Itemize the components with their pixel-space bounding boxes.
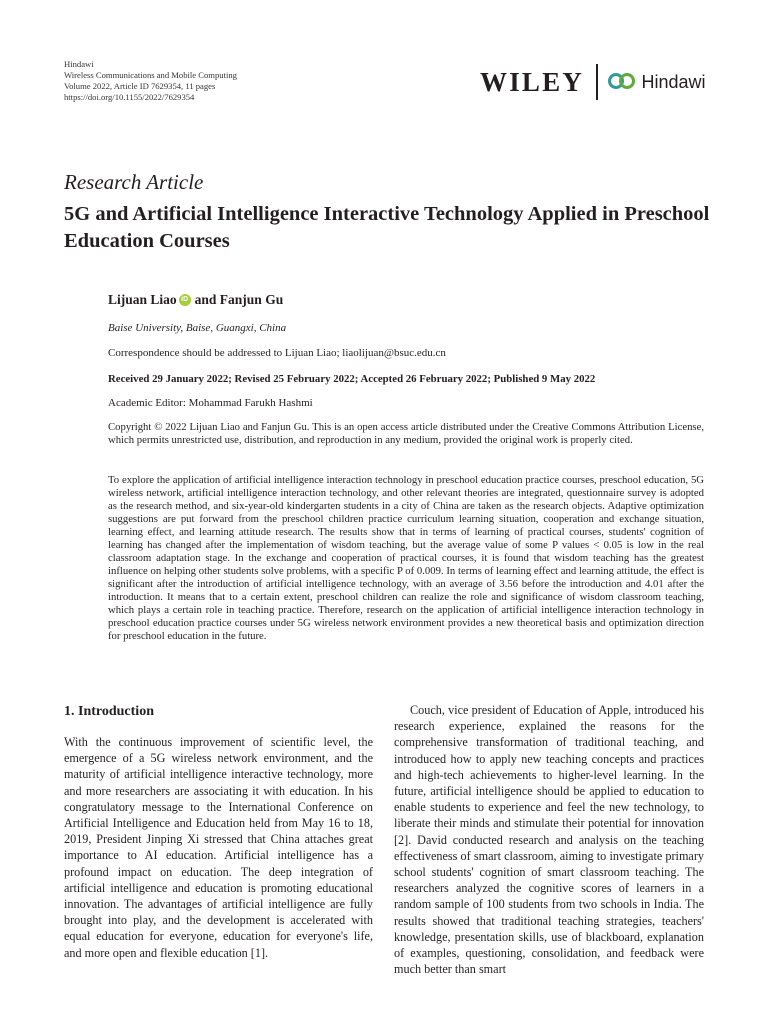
author-2[interactable]: and Fanjun Gu bbox=[194, 292, 284, 307]
hindawi-logo: Hindawi bbox=[641, 71, 706, 92]
body-column-right bbox=[394, 702, 704, 977]
body-column-left bbox=[64, 734, 373, 961]
publisher-name: Hindawi bbox=[64, 59, 94, 69]
section-heading: 1. Introduction bbox=[64, 704, 154, 719]
publisher-logo bbox=[480, 62, 706, 102]
hindawi-rings-icon bbox=[608, 71, 638, 93]
logo-divider bbox=[596, 64, 598, 100]
publication-dates: Received 29 January 2022; Revised 25 February 2022; Accepted 26 February 2022; Published 9 May 2022 bbox=[108, 373, 596, 385]
orcid-icon[interactable]: iD bbox=[179, 294, 191, 306]
doi-link[interactable]: https://doi.org/10.1155/2022/7629354 bbox=[64, 92, 195, 102]
abstract: To explore the application of artificial intelligence interaction technology in preschool education practice courses, preschool education, 5G wireless network, artificial intelligence interaction technology, and other relevant theories are integrated, questionnaire survey is adopted as the research method, and six-year-old kindergarten students in a city of China are taken as the research objects. Adaptive optimization suggestions are put forward from the preschool children practice curriculum learning situation, cooperation and exchange situation, learning effect, and learning attitude research. The results show that in terms of learning of practical courses, students' cognition of learning has changed after the implementation of wisdom teaching, but the average value of some P values < 0.05 is low in the real classroom adaptation stage. In the exchange and cooperation of practical courses, it is found that wisdom teaching has the greatest influence on helping other students solve problems, with a specific P of 0.009. In terms of learning effect and learning attitude, the effect is significant after the introduction of artificial intelligence technology, with an average of 3.56 before the introduction and 4.01 after the introduction. It means that to a certain extent, preschool children can realize the role and significance of wisdom classroom teaching, which plays a certain role in teaching practice. Therefore, research on the application of artificial intelligence interaction technology in preschool education practice courses under 5G wireless network environment provides a new theoretical basis and optimization direction for preschool education in the future. bbox=[108, 474, 704, 642]
author-1[interactable]: Lijuan Liao bbox=[108, 292, 177, 307]
author-line bbox=[108, 292, 283, 308]
volume-info: Volume 2022, Article ID 7629354, 11 pages bbox=[64, 81, 216, 91]
article-type: Research Article bbox=[64, 170, 204, 194]
wiley-logo: WILEY bbox=[480, 66, 585, 97]
paper-title: 5G and Artificial Intelligence Interactive Technology Applied in Preschool Education Courses bbox=[64, 203, 710, 252]
correspondence: Correspondence should be addressed to Lijuan Liao; liaolijuan@bsuc.edu.cn bbox=[108, 347, 446, 359]
academic-editor: Academic Editor: Mohammad Farukh Hashmi bbox=[108, 397, 313, 409]
paragraph: Couch, vice president of Education of Apple, introduced his research experience, explained the reasons for the comprehensive transformation of traditional teaching, and introduced how to apply new teaching concepts and practices and high-tech achievements to higher-level learning. In the future, artificial intelligence should be applied to education to enable students to experience and feel the new technology, to liberate their minds and stimulate their potential for innovation [2]. David conducted research and analysis on the teaching effectiveness of smart classroom, aiming to investigate primary school students' cognition of smart classroom teaching. The researchers analyzed the cognitive scores of learners in a random sample of 100 students from two schools in India. The results showed that traditional teaching strategies, teachers' knowledge, presentation skills, use of blackboard, explanation of examples, questioning, consolidation, and feedback were much better than smart bbox=[394, 703, 704, 977]
journal-name: Wireless Communications and Mobile Computing bbox=[64, 70, 237, 80]
paragraph: With the continuous improvement of scientific level, the emergence of a 5G wireless network environment, and the maturity of artificial intelligence interactive technology, more and more researchers are associating it with education. In his congratulatory message to the International Conference on Artificial Intelligence and Education held from May 16 to 18, 2019, President Jinping Xi stressed that China attaches great importance to AI education. Artificial intelligence has a profound impact on education. The deep integration of artificial intelligence and education is promoting educational innovation. The advantages of artificial intelligence are fully brought into play, and the development is accelerated with equal education for everyone, education for everyone's life, and more open and flexible education [1]. bbox=[64, 735, 373, 960]
affiliation: Baise University, Baise, Guangxi, China bbox=[108, 322, 287, 334]
copyright-notice: Copyright © 2022 Lijuan Liao and Fanjun Gu. This is an open access article distributed under the Creative Commons Attribution License, which permits unrestricted use, distribution, and reproduction in any medium, provided the original work is properly cited. bbox=[108, 421, 704, 446]
journal-meta bbox=[64, 59, 237, 103]
